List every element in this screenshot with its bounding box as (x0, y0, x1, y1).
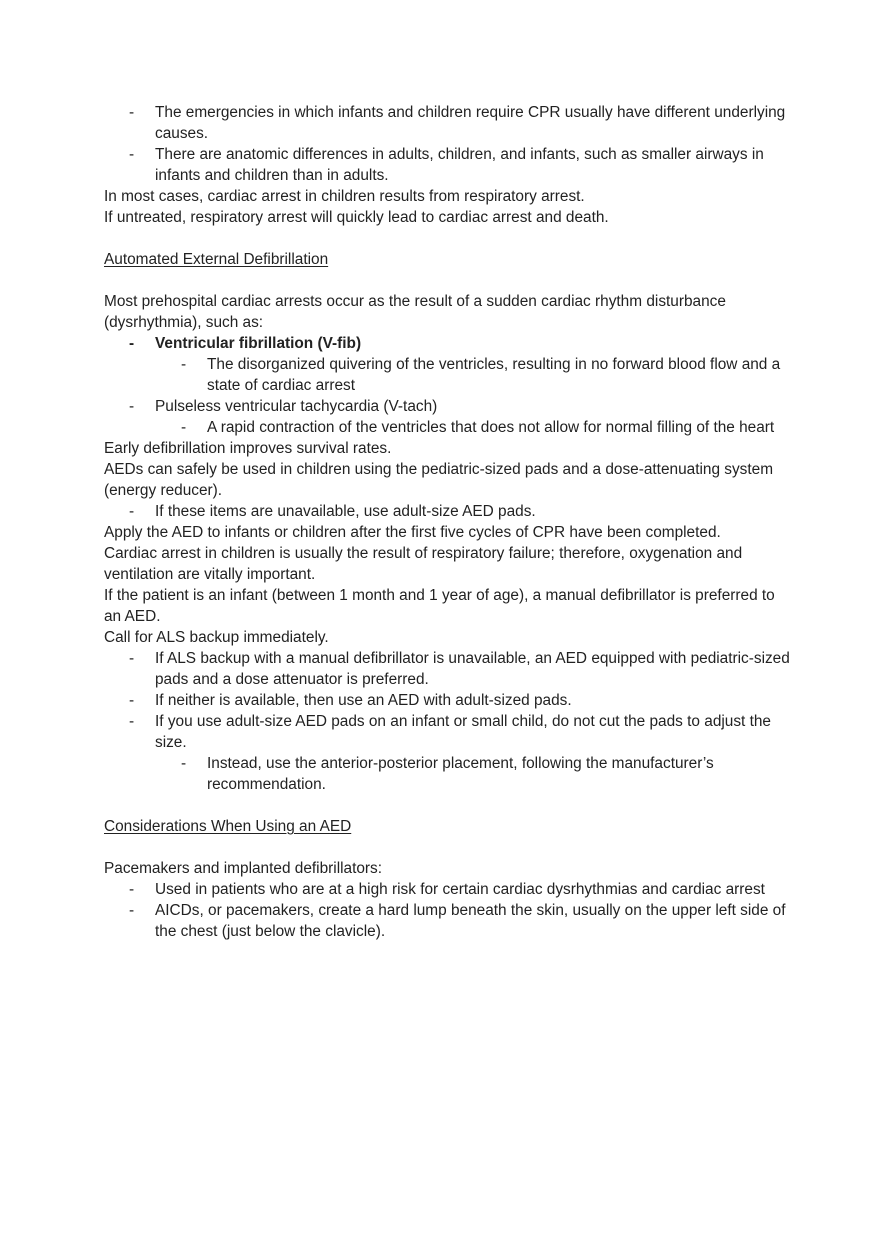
paragraph: Call for ALS backup immediately. (104, 629, 329, 646)
bullet-dash: - (129, 146, 135, 163)
spacer (104, 795, 794, 816)
bullet-text: The emergencies in which infants and children require CPR usually have different underlying causes. (155, 104, 786, 142)
bullet-text: If neither is available, then use an AED with adult-sized pads. (155, 692, 572, 709)
bullet-item (104, 900, 794, 942)
bullet-text: If you use adult-size AED pads on an infant or small child, do not cut the pads to adjust the size. (155, 713, 771, 751)
bullet-text: If ALS backup with a manual defibrillator is unavailable, an AED equipped with pediatric-sized pads and a dose attenuator is preferred. (155, 650, 790, 688)
bullet-text: The disorganized quivering of the ventricles, resulting in no forward blood flow and a state of cardiac arrest (207, 356, 781, 394)
bullet-text: If these items are unavailable, use adult-size AED pads. (155, 503, 536, 520)
bullet-dash: - (129, 713, 135, 730)
paragraph: Pacemakers and implanted defibrillators: (104, 860, 383, 877)
bullet-item (104, 711, 794, 753)
bullet-text: Pulseless ventricular tachycardia (V-tach) (155, 398, 438, 415)
bullet-item (104, 879, 794, 900)
bullet-dash: - (129, 503, 135, 520)
paragraph: Apply the AED to infants or children after the first five cycles of CPR have been completed. (104, 524, 721, 541)
bullet-item (104, 501, 794, 522)
bullet-item (104, 690, 794, 711)
bullet-text: A rapid contraction of the ventricles that does not allow for normal filling of the heart (207, 419, 775, 436)
paragraph: If untreated, respiratory arrest will quickly lead to cardiac arrest and death. (104, 209, 609, 226)
spacer (104, 270, 794, 291)
paragraph: Cardiac arrest in children is usually the result of respiratory failure; therefore, oxygenation and ventilation are vitally important. (104, 545, 743, 583)
sub-bullet-item (104, 753, 794, 795)
sub-bullet-item (104, 417, 794, 438)
bullet-dash: - (181, 356, 187, 373)
bullet-text: Used in patients who are at a high risk for certain cardiac dysrhythmias and cardiac arrest (155, 881, 765, 898)
bullet-text: AICDs, or pacemakers, create a hard lump beneath the skin, usually on the upper left side of the chest (just below the clavicle). (155, 902, 786, 940)
bullet-text: Instead, use the anterior-posterior placement, following the manufacturer’s recommendation. (207, 755, 714, 793)
spacer (104, 837, 794, 858)
sub-bullet-item (104, 354, 794, 396)
document-content (104, 102, 794, 942)
bullet-item (104, 102, 794, 144)
bullet-dash: - (129, 650, 135, 667)
paragraph: In most cases, cardiac arrest in children results from respiratory arrest. (104, 188, 585, 205)
bullet-item (104, 648, 794, 690)
bullet-dash: - (181, 755, 187, 772)
bullet-text: Ventricular fibrillation (V-fib) (155, 335, 362, 352)
bullet-dash: - (129, 692, 135, 709)
bullet-dash: - (181, 419, 187, 436)
paragraph: AEDs can safely be used in children using the pediatric-sized pads and a dose-attenuating system (energy reducer). (104, 461, 774, 499)
bullet-item (104, 396, 794, 417)
bullet-item (104, 144, 794, 186)
bullet-dash: - (129, 881, 135, 898)
paragraph: Early defibrillation improves survival rates. (104, 440, 392, 457)
paragraph: Most prehospital cardiac arrests occur as the result of a sudden cardiac rhythm disturbance (dysrhythmia), such as: (104, 293, 726, 331)
bullet-dash: - (129, 902, 135, 919)
paragraph: If the patient is an infant (between 1 month and 1 year of age), a manual defibrillator is preferred to an AED. (104, 587, 775, 625)
bullet-dash: - (129, 104, 135, 121)
spacer (104, 228, 794, 249)
section-heading: Automated External Defibrillation (104, 251, 329, 268)
section-heading: Considerations When Using an AED (104, 818, 352, 835)
bullet-dash: - (129, 335, 135, 352)
bullet-item (104, 333, 794, 354)
bullet-text: There are anatomic differences in adults, children, and infants, such as smaller airways in infants and children than in adults. (155, 146, 764, 184)
bullet-dash: - (129, 398, 135, 415)
